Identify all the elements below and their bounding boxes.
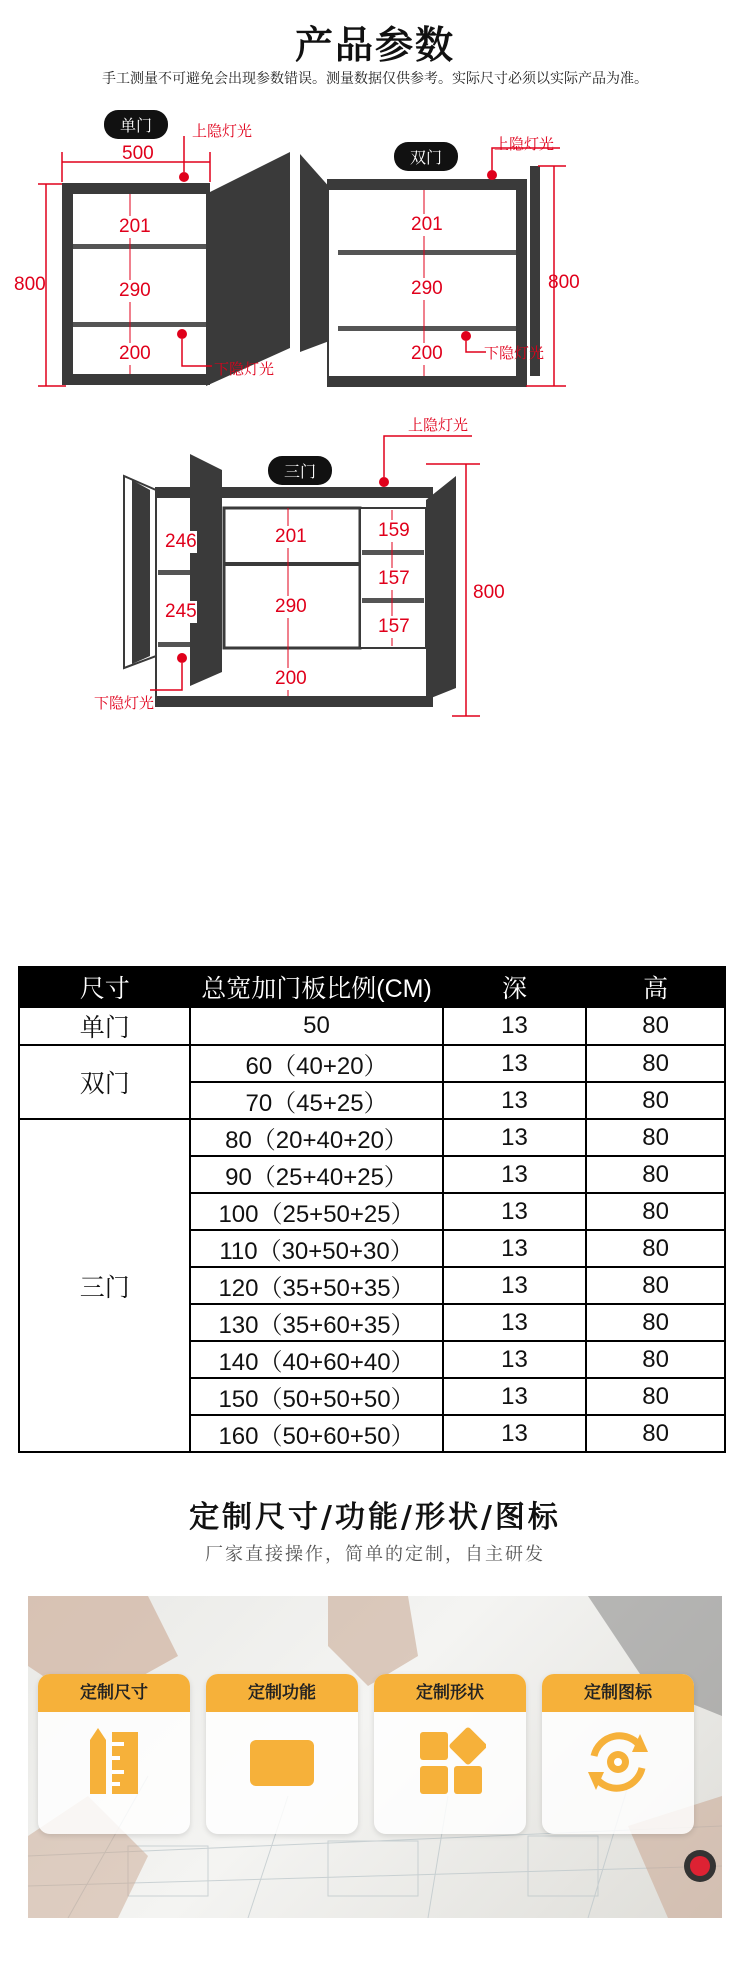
double-top-light-label: 上隐灯光: [494, 135, 555, 153]
height-cell: 80: [586, 1230, 725, 1267]
single-shelf-3: 200: [119, 343, 151, 364]
double-height-label: 800: [548, 272, 580, 293]
depth-cell: 13: [443, 1007, 587, 1045]
triple-door-diagram: [100, 420, 520, 720]
triple-center-shelf-3: 200: [275, 668, 307, 689]
card-custom-function: [206, 1674, 358, 1834]
single-shelf-2: 290: [119, 280, 151, 301]
single-bottom-light-label: 下隐灯光: [214, 360, 275, 378]
width-ratio-cell: 150（50+50+50）: [190, 1378, 442, 1415]
group-name-cell: 单门: [19, 1007, 190, 1045]
custom-title: 定制尺寸/功能/形状/图标: [189, 1500, 561, 1535]
height-cell: 80: [586, 1119, 725, 1156]
triple-center-shelf-2: 290: [275, 596, 307, 617]
single-top-light-label: 上隐灯光: [192, 122, 253, 140]
depth-cell: 13: [443, 1082, 587, 1119]
height-cell: 80: [586, 1267, 725, 1304]
depth-cell: 13: [443, 1156, 587, 1193]
rectangle-icon: [206, 1726, 358, 1798]
double-shelf-2: 290: [411, 278, 443, 299]
depth-cell: 13: [443, 1045, 587, 1082]
height-cell: 80: [586, 1193, 725, 1230]
depth-cell: 13: [443, 1267, 587, 1304]
width-ratio-cell: 70（45+25）: [190, 1082, 442, 1119]
depth-cell: 13: [443, 1119, 587, 1156]
depth-cell: 13: [443, 1230, 587, 1267]
height-cell: 80: [586, 1341, 725, 1378]
triple-door-badge: 三门: [268, 456, 332, 485]
depth-cell: 13: [443, 1193, 587, 1230]
triple-right-shelf-1: 159: [378, 520, 410, 541]
triple-bottom-light-label: 下隐灯光: [94, 694, 155, 712]
spec-table: [18, 966, 726, 1453]
header-height: 高: [586, 967, 725, 1007]
shapes-icon: [374, 1726, 526, 1798]
ruler-pencil-icon: [38, 1726, 190, 1798]
single-shelf-1: 201: [119, 216, 151, 237]
width-ratio-cell: 110（30+50+30）: [190, 1230, 442, 1267]
width-ratio-cell: 140（40+60+40）: [190, 1341, 442, 1378]
width-ratio-cell: 80（20+40+20）: [190, 1119, 442, 1156]
double-door-badge: 双门: [394, 142, 458, 171]
width-ratio-cell: 130（35+60+35）: [190, 1304, 442, 1341]
width-ratio-cell: 60（40+20）: [190, 1045, 442, 1082]
single-door-badge: 单门: [104, 110, 168, 139]
triple-right-shelf-3: 157: [378, 616, 410, 637]
table-row: [19, 1045, 725, 1082]
triple-height-label: 800: [473, 582, 505, 603]
card-custom-shape: [374, 1674, 526, 1834]
height-cell: 80: [586, 1304, 725, 1341]
depth-cell: 13: [443, 1341, 587, 1378]
double-shelf-3: 200: [411, 343, 443, 364]
disclaimer-note: 手工测量不可避免会出现参数错误。测量数据仅供参考。实际尺寸必须以实际产品为准。: [102, 71, 648, 87]
depth-cell: 13: [443, 1415, 587, 1452]
triple-center-shelf-1: 201: [275, 526, 307, 547]
card-custom-size-label: 定制尺寸: [38, 1674, 190, 1712]
header-width-ratio: 总宽加门板比例(CM): [190, 967, 442, 1007]
single-width-label: 500: [122, 143, 154, 164]
gear-cycle-icon: [542, 1726, 694, 1798]
width-ratio-cell: 50: [190, 1007, 442, 1045]
triple-left-shelf-2: 245: [165, 601, 197, 622]
page-title: 产品参数: [294, 23, 455, 67]
double-shelf-1: 201: [411, 214, 443, 235]
height-cell: 80: [586, 1156, 725, 1193]
card-custom-icon-label: 定制图标: [542, 1674, 694, 1712]
blueprint-photo: [28, 1596, 722, 1918]
card-custom-function-label: 定制功能: [206, 1674, 358, 1712]
double-bottom-light-label: 下隐灯光: [484, 344, 545, 362]
depth-cell: 13: [443, 1304, 587, 1341]
single-height-label: 800: [14, 274, 46, 295]
width-ratio-cell: 100（25+50+25）: [190, 1193, 442, 1230]
height-cell: 80: [586, 1415, 725, 1452]
triple-left-shelf-1: 246: [165, 531, 197, 552]
height-cell: 80: [586, 1045, 725, 1082]
card-custom-shape-label: 定制形状: [374, 1674, 526, 1712]
width-ratio-cell: 160（50+60+50）: [190, 1415, 442, 1452]
depth-cell: 13: [443, 1378, 587, 1415]
height-cell: 80: [586, 1378, 725, 1415]
custom-subtitle: 厂家直接操作，简单的定制，自主研发: [205, 1544, 545, 1565]
group-name-cell: 双门: [19, 1045, 190, 1119]
card-custom-icon: [542, 1674, 694, 1834]
group-name-cell: 三门: [19, 1119, 190, 1452]
card-custom-size: [38, 1674, 190, 1834]
table-row: [19, 1007, 725, 1045]
header-size: 尺寸: [19, 967, 190, 1007]
triple-top-light-label: 上隐灯光: [408, 416, 469, 434]
height-cell: 80: [586, 1007, 725, 1045]
table-row: [19, 1119, 725, 1156]
width-ratio-cell: 120（35+50+35）: [190, 1267, 442, 1304]
header-depth: 深: [443, 967, 587, 1007]
width-ratio-cell: 90（25+40+25）: [190, 1156, 442, 1193]
triple-right-shelf-2: 157: [378, 568, 410, 589]
height-cell: 80: [586, 1082, 725, 1119]
